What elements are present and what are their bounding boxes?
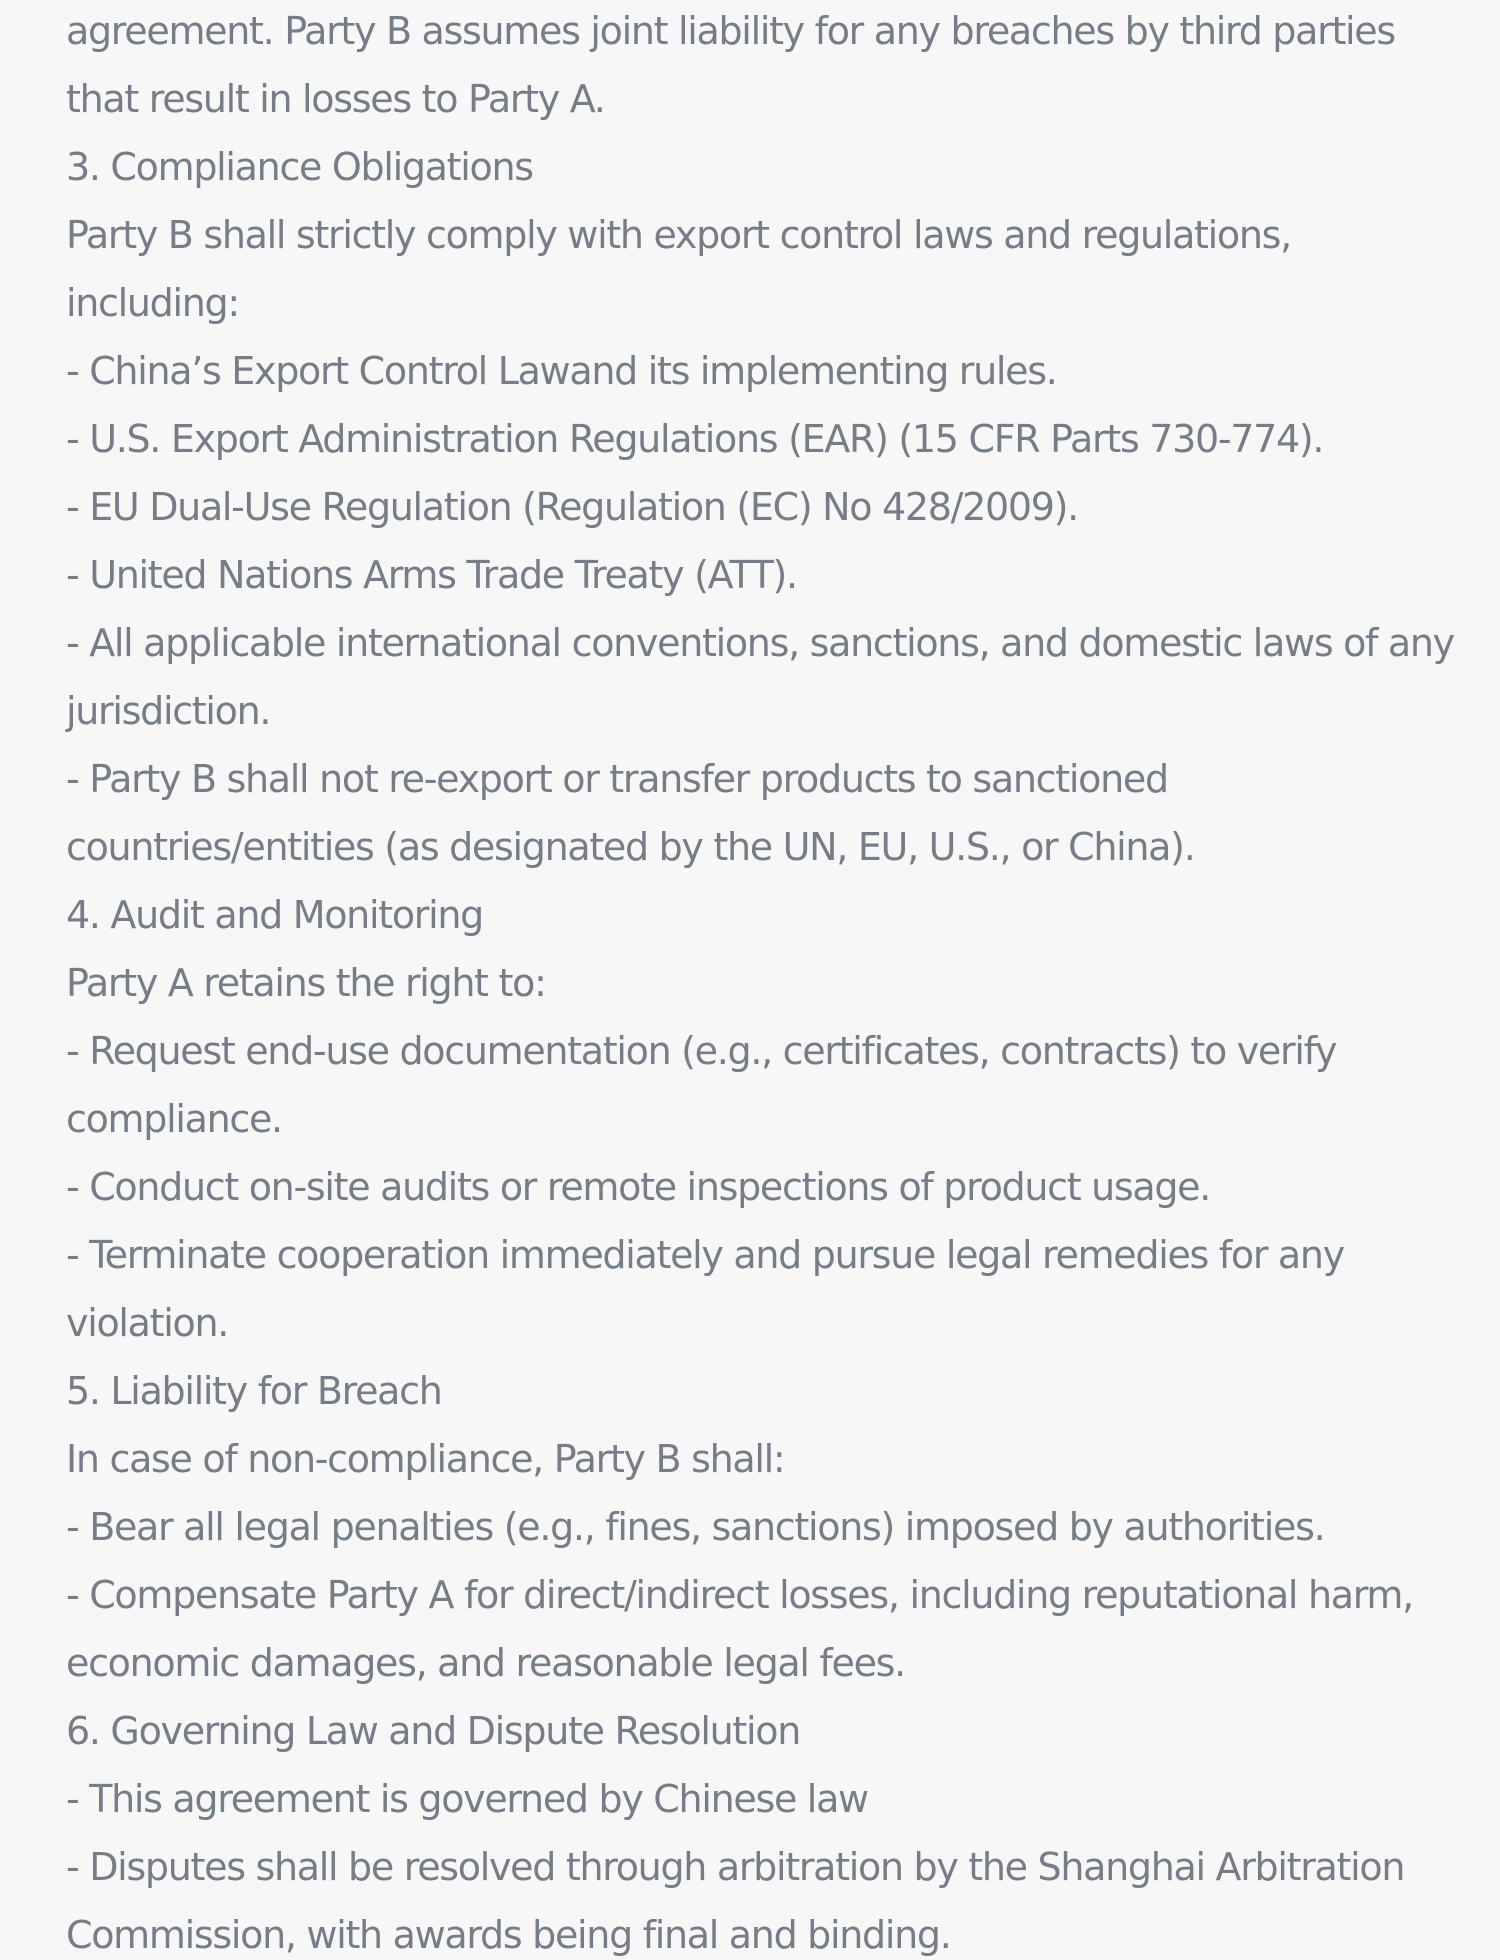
text-line: In case of non-compliance, Party B shall:: [66, 1437, 785, 1481]
list-item: - Party B shall not re-export or transfer products to sanctioned: [66, 757, 1168, 801]
section-heading-compliance: 3. Compliance Obligations: [66, 145, 533, 189]
list-item: - All applicable international conventions, sanctions, and domestic laws of any: [66, 621, 1454, 665]
list-item: - Request end-use documentation (e.g., certificates, contracts) to verify: [66, 1029, 1337, 1073]
text-line: Commission, with awards being final and binding.: [66, 1913, 951, 1957]
list-item: - United Nations Arms Trade Treaty (ATT).: [66, 553, 797, 597]
section-heading-audit: 4. Audit and Monitoring: [66, 893, 483, 937]
text-line: that result in losses to Party A.: [66, 77, 605, 121]
list-item: - This agreement is governed by Chinese law: [66, 1777, 868, 1821]
document-text: [66, 0, 1454, 1960]
list-item: - Compensate Party A for direct/indirect losses, including reputational harm,: [66, 1573, 1413, 1617]
section-heading-governing-law: 6. Governing Law and Dispute Resolution: [66, 1709, 800, 1753]
text-line: countries/entities (as designated by the UN, EU, U.S., or China).: [66, 825, 1195, 869]
list-item: - Conduct on-site audits or remote inspections of product usage.: [66, 1165, 1211, 1209]
list-item: - Disputes shall be resolved through arbitration by the Shanghai Arbitration: [66, 1845, 1405, 1889]
text-line: compliance.: [66, 1097, 282, 1141]
text-line: violation.: [66, 1301, 229, 1345]
list-item: - Bear all legal penalties (e.g., fines, sanctions) imposed by authorities.: [66, 1505, 1325, 1549]
text-line: jurisdiction.: [66, 689, 271, 733]
list-item: - EU Dual-Use Regulation (Regulation (EC) No 428/2009).: [66, 485, 1078, 529]
text-line: Party A retains the right to:: [66, 961, 546, 1005]
text-line: agreement. Party B assumes joint liability for any breaches by third parties: [66, 9, 1395, 53]
section-heading-liability: 5. Liability for Breach: [66, 1369, 442, 1413]
list-item: - China’s Export Control Lawand its implementing rules.: [66, 349, 1057, 393]
text-line: including:: [66, 281, 239, 325]
text-line: Party B shall strictly comply with export control laws and regulations,: [66, 213, 1291, 257]
text-line: economic damages, and reasonable legal fees.: [66, 1641, 905, 1685]
list-item: - U.S. Export Administration Regulations (EAR) (15 CFR Parts 730-774).: [66, 417, 1324, 461]
list-item: - Terminate cooperation immediately and pursue legal remedies for any: [66, 1233, 1344, 1277]
